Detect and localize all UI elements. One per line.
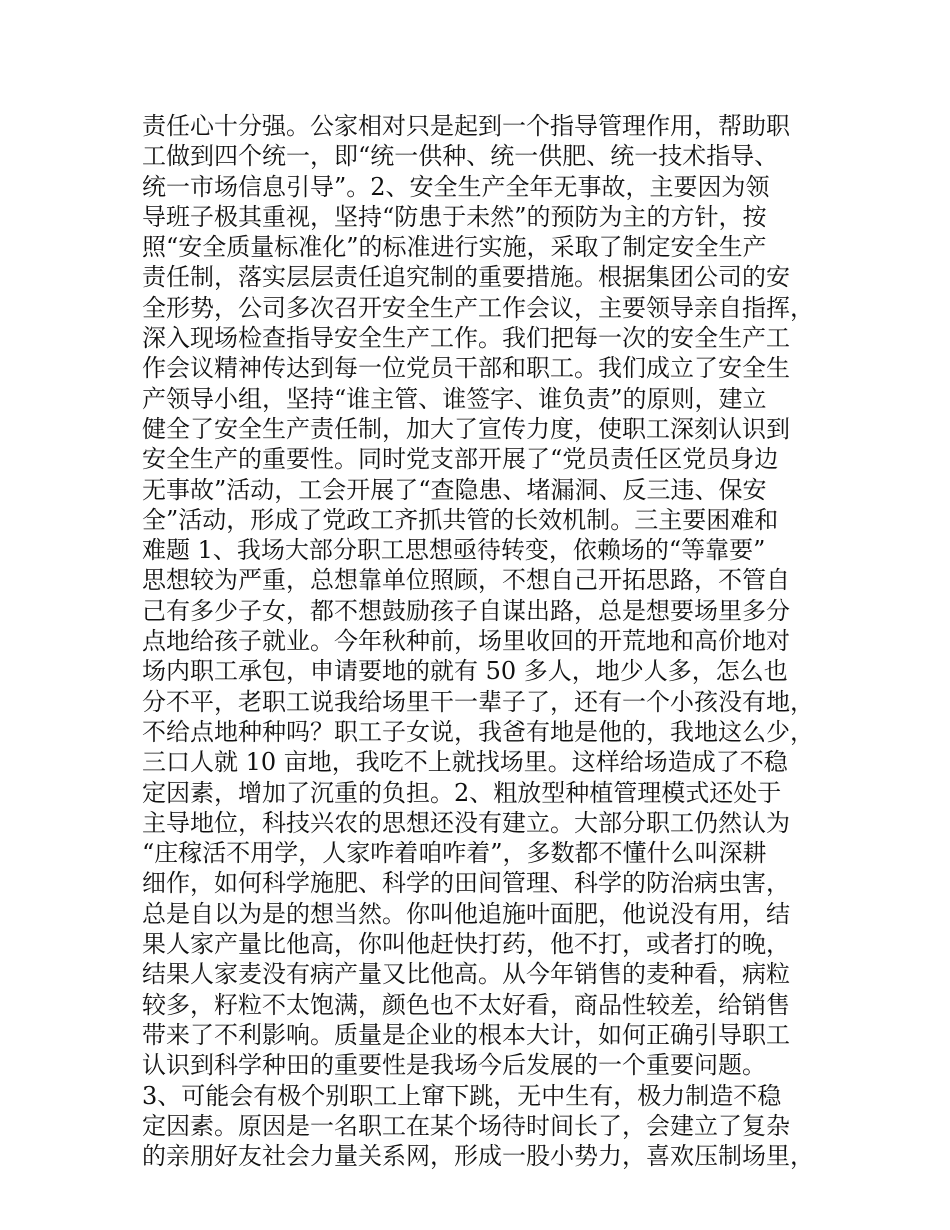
text-line: 定因素，增加了沉重的负担。2、粗放型种植管理模式还处于 [142, 778, 782, 807]
text-line: 全”活动，形成了党政工齐抓共管的长效机制。三主要困难和 [142, 505, 779, 534]
text-line: 总是自以为是的想当然。你叫他追施叶面肥，他说没有用，结 [142, 899, 790, 928]
text-line: 深入现场检查指导安全生产工作。我们把每一次的安全生产工 [142, 324, 790, 353]
text-line: 责任心十分强。公家相对只是起到一个指导管理作用，帮助职 [142, 112, 790, 140]
text-line: 定因素。原因是一名职工在某个场待时间长了，会建立了复杂 [142, 1111, 790, 1140]
text-line: 全形势，公司多次召开安全生产工作会议，主要领导亲自指挥， [142, 293, 814, 322]
text-line: 己有多少子女，都不想鼓励孩子自谋出路，总是想要场里多分 [142, 596, 790, 625]
body-text [142, 111, 832, 1171]
text-line: 安全生产的重要性。同时党支部开展了“党员责任区党员身边 [142, 445, 779, 474]
text-line: 带来了不利影响。质量是企业的根本大计，如何正确引导职工 [142, 1020, 790, 1049]
text-line: 作会议精神传达到每一位党员干部和职工。我们成立了安全生 [142, 354, 790, 383]
text-line: 分不平，老职工说我给场里干一辈子了，还有一个小孩没有地， [142, 687, 814, 716]
text-line: 产领导小组，坚持“谁主管、谁签字、谁负责”的原则，建立 [142, 384, 767, 413]
text-line: 认识到科学种田的重要性是我场今后发展的一个重要问题。 [142, 1051, 766, 1080]
text-line: 3、可能会有极个别职工上窜下跳，无中生有，极力制造不稳 [142, 1081, 782, 1110]
text-line: 不给点地种种吗？职工子女说，我爸有地是他的，我地这么少， [142, 717, 814, 746]
text-line: 无事故”活动，工会开展了“查隐患、堵漏洞、反三违、保安 [142, 475, 767, 504]
text-line: 点地给孩子就业。今年秋种前，场里收回的开荒地和高价地对 [142, 627, 790, 656]
text-line: 统一市场信息引导”。2、安全生产全年无事故，主要因为领 [142, 172, 770, 201]
text-line: 健全了安全生产责任制，加大了宣传力度，使职工深刻认识到 [142, 414, 790, 443]
text-line: 工做到四个统一，即“统一供种、统一供肥、统一技术指导、 [142, 142, 779, 171]
text-line: 场内职工承包，申请要地的就有 50 多人，地少人多，怎么也 [142, 657, 788, 686]
text-line: 的亲朋好友社会力量关系网，形成一股小势力，喜欢压制场里， [142, 1142, 814, 1171]
text-line: 较多，籽粒不太饱满，颜色也不太好看，商品性较差，给销售 [142, 990, 790, 1019]
text-line: 三口人就 10 亩地，我吃不上就找场里。这样给场造成了不稳 [142, 748, 788, 777]
text-line: 思想较为严重，总想靠单位照顾，不想自己开拓思路，不管自 [142, 566, 790, 595]
text-line: 导班子极其重视，坚持“防患于未然”的预防为主的方针，按 [142, 202, 767, 231]
text-line: 细作，如何科学施肥、科学的田间管理、科学的防治病虫害， [142, 869, 790, 898]
text-line: 结果人家麦没有病产量又比他高。从今年销售的麦种看，病粒 [142, 960, 790, 989]
text-line: “庄稼活不用学，人家咋着咱咋着”，多数都不懂什么叫深耕 [142, 839, 767, 868]
text-line: 责任制，落实层层责任追究制的重要措施。根据集团公司的安 [142, 263, 790, 292]
text-line: 照“安全质量标准化”的标准进行实施，采取了制定安全生产 [142, 233, 767, 262]
text-line: 难题 1、我场大部分职工思想亟待转变，依赖场的“等靠要” [142, 536, 766, 565]
text-line: 主导地位，科技兴农的思想还没有建立。大部分职工仍然认为 [142, 808, 790, 837]
text-line: 果人家产量比他高，你叫他赶快打药，他不打，或者打的晚， [142, 930, 790, 959]
